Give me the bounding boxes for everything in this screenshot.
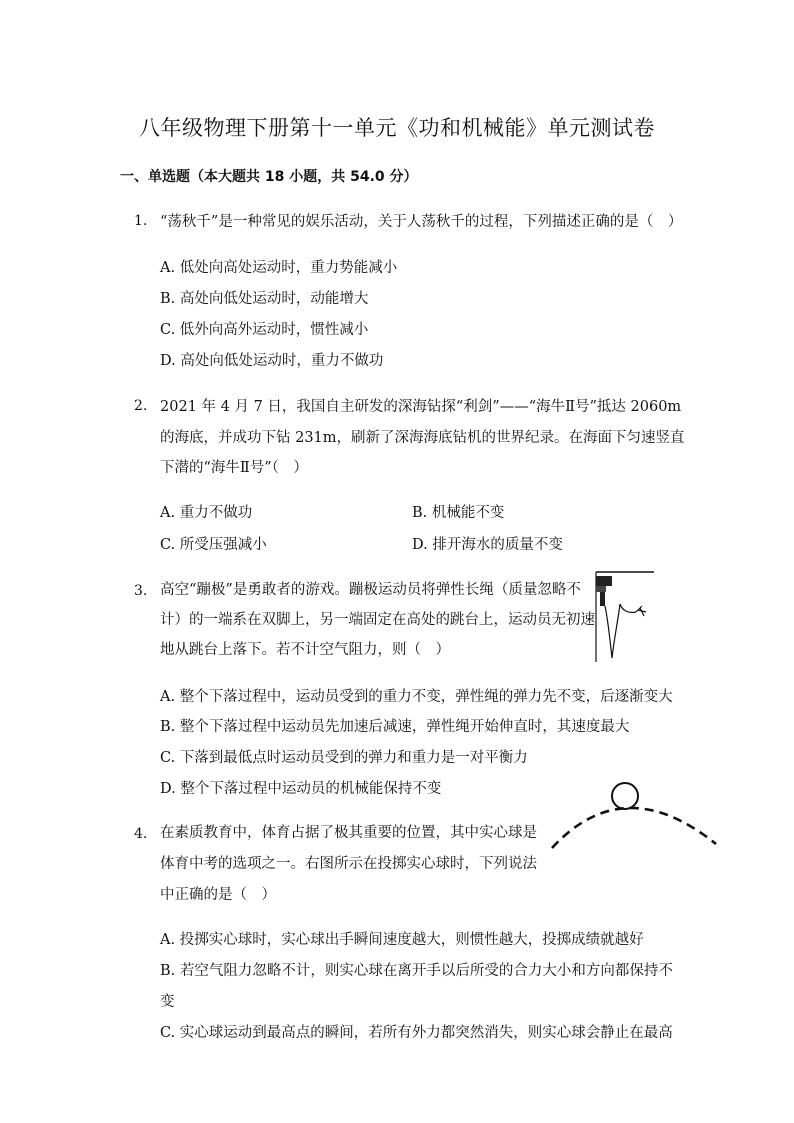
question-text-line: 的海底，并成功下钻 231m，刷新了深海海底钻机的世界纪录。在海面下匀速竖直 bbox=[160, 430, 685, 446]
option-c: C. 低外向高外运动时，惯性减小 bbox=[160, 322, 369, 338]
question-number: 3. bbox=[134, 583, 148, 599]
option-b: B. 整个下落过程中运动员先加速后减速，弹性绳开始伸直时，其速度最大 bbox=[160, 719, 630, 735]
question-number: 1. bbox=[134, 213, 148, 229]
option-b: B. 高处向低处运动时，动能增大 bbox=[160, 291, 369, 307]
option-a: A. 投掷实心球时，实心球出手瞬间速度越大，则惯性越大，投掷成绩就越好 bbox=[160, 932, 644, 948]
option-b: B. 机械能不变 bbox=[412, 505, 505, 521]
ball-circle bbox=[612, 783, 638, 809]
option-c: C. 实心球运动到最高点的瞬间，若所有外力都突然消失，则实心球会静止在最高 bbox=[160, 1025, 673, 1041]
question-text-line: 高空“蹦极”是勇敢者的游戏。蹦极运动员将弹性长绳（质量忽略不 bbox=[160, 582, 581, 598]
bungee-jump-figure bbox=[592, 570, 658, 666]
option-d: D. 排开海水的质量不变 bbox=[412, 537, 563, 553]
question-text-line: 地从跳台上落下。若不计空气阻力，则（ ） bbox=[160, 642, 450, 658]
page-title: 八年级物理下册第十一单元《功和机械能》单元测试卷 bbox=[139, 116, 655, 140]
question-number: 4. bbox=[134, 826, 148, 842]
question-text: “荡秋千”是一种常见的娱乐活动，关于人荡秋千的过程，下列描述正确的是（ ） bbox=[160, 214, 683, 230]
question-text-line: 下潜的“海牛Ⅱ号”（ ） bbox=[160, 460, 308, 476]
option-a: A. 低处向高处运动时，重力势能减小 bbox=[160, 260, 398, 276]
option-d: D. 整个下落过程中运动员的机械能保持不变 bbox=[160, 781, 442, 797]
option-a: A. 整个下落过程中，运动员受到的重力不变，弹性绳的弹力先不变，后逐渐变大 bbox=[160, 689, 673, 705]
section-heading: 一、单选题（本大题共 18 小题，共 54.0 分） bbox=[120, 169, 418, 185]
question-text-line: 中正确的是（ ） bbox=[160, 887, 276, 903]
question-number: 2. bbox=[134, 398, 148, 414]
option-a: A. 重力不做功 bbox=[160, 505, 253, 521]
option-b: B. 若空气阻力忽略不计，则实心球在离开手以后所受的合力大小和方向都保持不 bbox=[160, 963, 673, 979]
ball-trajectory-figure bbox=[548, 774, 720, 852]
question-text-line: 2021 年 4 月 7 日，我国自主研发的深海钻探“利剑”——“海牛Ⅱ号”抵达 2060m bbox=[160, 399, 682, 415]
option-c: C. 所受压强减小 bbox=[160, 537, 267, 553]
question-text-line: 在素质教育中，体育占据了极其重要的位置，其中实心球是 bbox=[160, 825, 537, 841]
option-d: D. 高处向低处运动时，重力不做功 bbox=[160, 353, 384, 369]
question-text-line: 体育中考的选项之一。右图所示在投掷实心球时，下列说法 bbox=[160, 856, 537, 872]
question-text-line: 计）的一端系在双脚上，另一端固定在高处的跳台上，运动员无初速 bbox=[160, 612, 595, 628]
option-c: C. 下落到最低点时运动员受到的弹力和重力是一对平衡力 bbox=[160, 750, 528, 766]
option-b-continued: 变 bbox=[160, 994, 175, 1010]
